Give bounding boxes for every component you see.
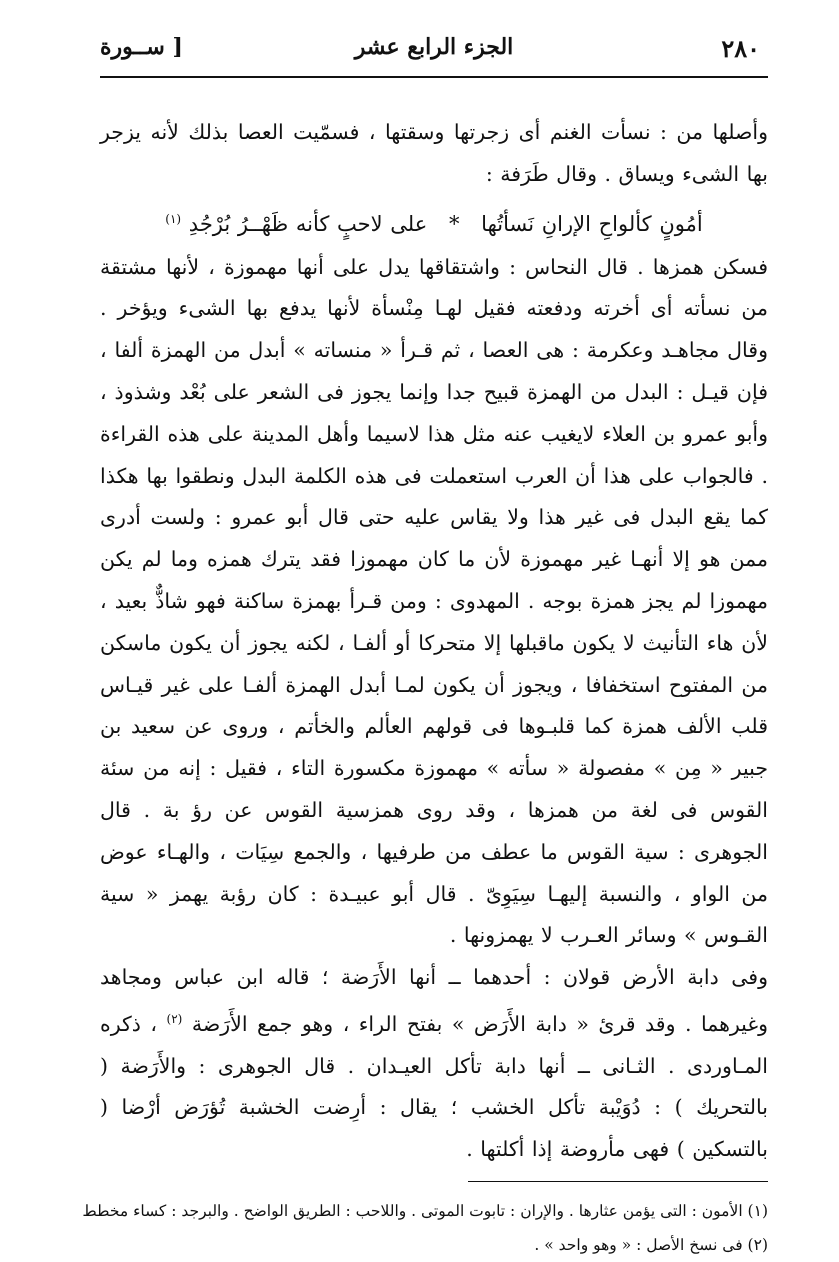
verse-second-hemistich: على لاحبٍ كأنه ظَهْــرُ بُرْجُدِ (188, 211, 428, 236)
page-number: ٢٨٠ (721, 34, 760, 63)
paragraph-1: وأصلها من : نسأت الغنم أى زجرتها وسقتها ، فسمّيت العصا بذلك لأنه يزجر بها الشىء ويساق . وقال طَرَفة : (100, 120, 768, 186)
footnotes (82, 1194, 768, 1262)
paragraph-3-part-b: ، ذكره المـاوردى . الثـانى ــ أنها دابة تأكل العيـدان . قال الجوهرى : والأَرَضة ( بالتحريك ) : دُوَيْبة تأكل الخشب ؛ يقال : أرِضت الخشبة تُؤرَض أرْضا ( بالتسكين ) فهى مأروضة إذا أكلتها . (100, 1011, 768, 1162)
paragraph-2: فسكن همزها . قال النحاس : واشتقاقها يدل على أنها مهموزة ، لأنها مشتقة من نسأته أى أخرته ودفعته فقيل لهـا مِنْسأة لأنها يدفع بها الشىء ويؤخر . وقال مجاهـد وعكرمة : هى العصا ، ثم قـرأ « منساته » أبدل من الهمزة ألفا ، فإن قيـل : البدل من الهمزة قبيح جدا وإنما يجوز فى الشعر على بُعْد وشذوذ ، وأبو عمرو بن العلاء لايغيب عنه مثل هذا لاسيما وأهل المدينة على هذه القراءة . فالجواب على هذا أن العرب استعملت فى هذه الكلمة البدل ونطقوا بها هكذا كما يقع البدل فى غير هذا ولا يقاس عليه حتى قال أبو عمرو : ولست أدرى ممن هو إلا أنهـا غير مهموزة لأن ما كان مهموزا فقد يترك همزه وما لم يكن مهموزا لم يجز همزة بوجه . المهدوى : ومن قـرأ بهمزة ساكنة فهو شاذٌّ بعيد ، لأن هاء التأنيث لا يكون ماقبلها إلا متحركا أو ألفـا ، لكنه يجوز أن يكون ماسكن من المفتوح استخفافا ، ويجوز أن يكون لمـا أبدل الهمزة ألفـا على غير قيـاس قلب الألف همزة كما قلبـوها فى قولهم العألم والخأتم ، وروى عن سعيد بن جبير « مِن » مفصولة « سأته » مهموزة مكسورة التاء ، فقيل : إنه من سئة القوس فى لغة من همزها ، وقد روى همزسية القوس عن رؤ بة . قال الجوهرى : سية القوس ما عطف من طرفيها ، والجمع سِيَات ، والهـاء عوض من الواو ، والنسبة إليهـا سِيَوِىّ . قال أبو عبيـدة : كان رؤبة يهمز « سية القـوس » وسائر العـرب لا يهمزونها . (100, 254, 768, 948)
footnote-1: (١) الأمون : التى يؤمن عثارها . والإران : تابوت الموتى . واللاحب : الطريق الواضح . والبرجد : كساء مخطط (82, 1201, 768, 1220)
verse-separator: * (448, 211, 460, 236)
verse-first-hemistich: أمُونٍ كألواحِ الإرانِ نَسأتُها (481, 211, 703, 236)
surah-label: [ ســورة (100, 34, 183, 60)
footnote-divider (468, 1181, 768, 1182)
footnote-marker-2: (٢) (166, 1011, 183, 1026)
book-page (82, 28, 768, 1262)
running-title: الجزء الرابع عشر (354, 34, 514, 60)
footnote-marker-1: (١) (165, 211, 182, 226)
page-header (100, 28, 768, 78)
paragraph-3 (100, 957, 768, 1171)
poetry-verse (100, 196, 768, 247)
paragraph-3-part-a: وفى دابة الأرض قولان : أحدهما ــ أنها الأَرَضة ؛ قاله ابن عباس ومجاهد وغيرهما . وقد قرئ « دابة الأَرَض » بفتح الراء ، وهو جمع الأَرَضة (100, 965, 768, 1036)
footnote-2: (٢) فى نسخ الأصل : « وهو واحد » . (534, 1235, 768, 1254)
main-text (100, 112, 768, 1171)
